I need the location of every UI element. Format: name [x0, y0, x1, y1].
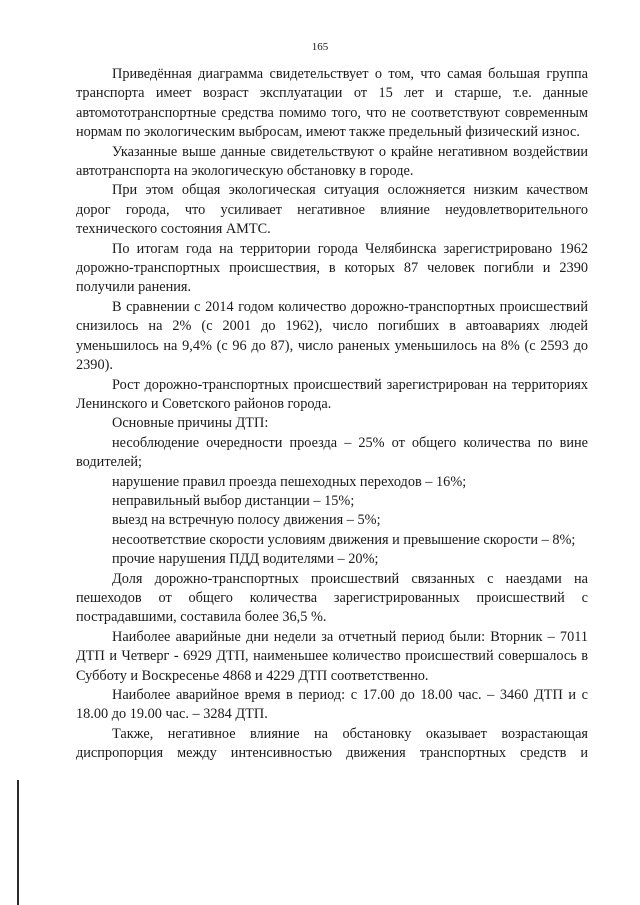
paragraph-causes-heading: Основные причины ДТП:	[112, 415, 269, 432]
paragraph-annual-totals: По итогам года на территории города Челябинска зарегистрировано 1962 дорожно-транспортных происшествия, в которых 87 человек погибли и 2390 получили ранения.	[76, 240, 588, 296]
page-number: 165	[311, 41, 329, 53]
page-edge-line	[17, 780, 19, 905]
paragraph-negative-impact: Указанные выше данные свидетельствуют о крайне негативном воздействии автотранспорта на экологическую обстановку в городе.	[76, 143, 588, 180]
cause-item-right-of-way: несоблюдение очередности проезда – 25% от общего количества по вине водителей;	[76, 434, 588, 471]
paragraph-road-quality: При этом общая экологическая ситуация осложняется низким качеством дорог города, что усиливает негативное влияние неудовлетворительного технического состояния АМТС.	[76, 182, 588, 238]
paragraph-peak-time: Наиболее аварийное время в период: с 17.00 до 18.00 час. – 3460 ДТП и с 18.00 до 19.00 час. – 3284 ДТП.	[76, 687, 588, 723]
cause-item-oncoming-lane: выезд на встречную полосу движения – 5%;	[112, 512, 381, 529]
paragraph-weekdays: Наиболее аварийные дни недели за отчетный период были: Вторник – 7011 ДТП и Четверг - 6929 ДТП, наименьшее количество происшествий совершалось в Субботу и Воскресенье 4868 и 4229 ДТП соответственно.	[76, 628, 588, 684]
paragraph-disproportion: Также, негативное влияние на обстановку оказывает возрастающая диспропорция между интенсивностью движения транспортных средств и	[76, 725, 588, 762]
document-body	[76, 65, 588, 764]
cause-item-pedestrian-crossings: нарушение правил проезда пешеходных переходов – 16%;	[112, 473, 467, 490]
paragraph-diagram-age: Приведённая диаграмма свидетельствует о том, что самая большая группа транспорта имеет возраст эксплуатации от 15 лет и старше, т.е. данные автомототранспортные средства помимо того, что не соответствуют современным нормам по экологическим выбросам, имеют также предельный физический износ.	[76, 66, 588, 141]
cause-item-speed: несоответствие скорости условиям движения и превышение скорости – 8%;	[112, 531, 576, 548]
paragraph-pedestrian-share: Доля дорожно-транспортных происшествий связанных с наездами на пешеходов от общего количества зарегистрированных происшествий с пострадавшими, составила более 36,5 %.	[76, 570, 588, 626]
paragraph-comparison-2014: В сравнении с 2014 годом количество дорожно-транспортных происшествий снизилось на 2% (с 2001 до 1962), число погибших в автоавариях людей уменьшилось на 9,4% (с 96 до 87), число раненых уменьшилось на 8% (с 2593 до 2390).	[76, 298, 588, 374]
cause-item-distance: неправильный выбор дистанции – 15%;	[112, 492, 355, 509]
paragraph-growth-districts: Рост дорожно-транспортных происшествий зарегистрирован на территориях Ленинского и Советского районов города.	[76, 376, 588, 412]
cause-item-other: прочие нарушения ПДД водителями – 20%;	[112, 551, 379, 568]
